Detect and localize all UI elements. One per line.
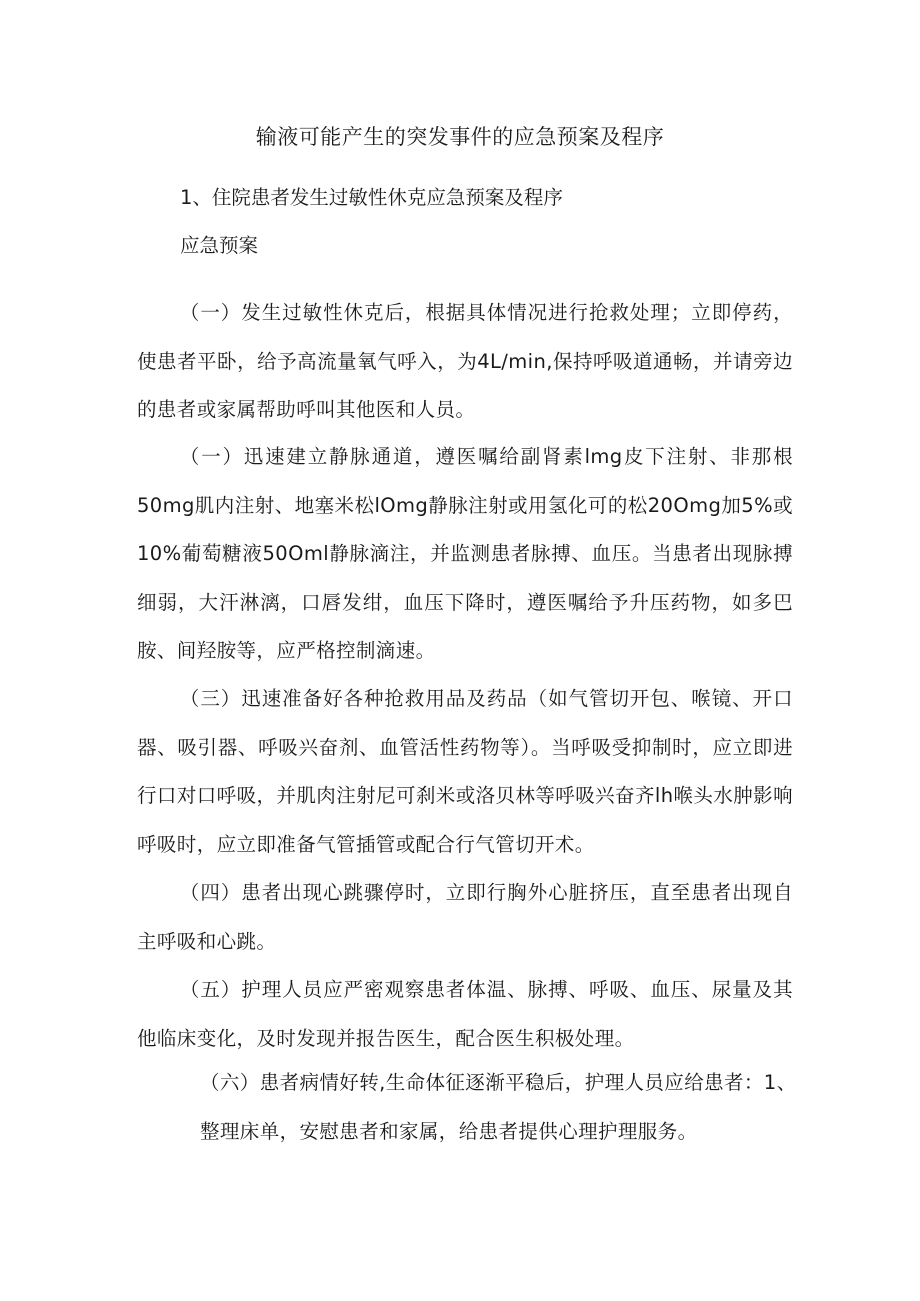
subheading: 应急预案 [180, 234, 259, 257]
document-title: 输液可能产生的突发事件的应急预案及程序 [255, 125, 665, 149]
paragraph-3: （三）迅速准备好各种抢救用品及药品（如气管切开包、喉镜、开口器、吸引器、呼吸兴奋剂、血管活性药物等）。当呼吸受抑制时，应立即进行口对口呼吸，并肌肉注射尼可刹米或洛贝林等呼吸兴奋齐lh喉头水肿影响呼吸时，应立即准备气管插管或配合行气管切开术。 [137, 687, 793, 856]
paragraph-4: （四）患者出现心跳骤停时，立即行胸外心脏挤压，直至患者出现自主呼吸和心跳。 [137, 881, 793, 953]
paragraph-2: （一）迅速建立静脉通道，遵医嘱给副肾素lmg皮下注射、非那根50mg肌内注射、地塞米松lOmg静脉注射或用氢化可的松20Omg加5%或10%葡萄糖液50Oml静脉滴注，并监测患者脉搏、血压。当患者出现脉搏细弱，大汗淋漓，口唇发绀，血压下降时，遵医嘱给予升压药物，如多巴胺、间羟胺等，应严格控制滴速。 [137, 445, 793, 662]
paragraph-6-line-2: 整理床单，安慰患者和家属，给患者提供心理护理服务。 [200, 1119, 698, 1143]
section-heading: 1、住院患者发生过敏性休克应急预案及程序 [180, 186, 563, 209]
paragraph-6 [137, 1059, 797, 1156]
paragraph-1: （一）发生过敏性休克后，根据具体情况进行抢救处理；立即停药，使患者平卧，给予高流量氧气呼入，为4L∕min,保持呼吸道通畅，并请旁边的患者或家属帮助呼叫其他医和人员。 [137, 301, 793, 421]
paragraph-5: （五）护理人员应严密观察患者体温、脉搏、呼吸、血压、尿量及其他临床变化，及时发现并报告医生，配合医生积极处理。 [137, 978, 793, 1050]
paragraph-6-line-1: （六）患者病情好转,生命体征逐渐平稳后，护理人员应给患者：1、 [200, 1071, 797, 1094]
